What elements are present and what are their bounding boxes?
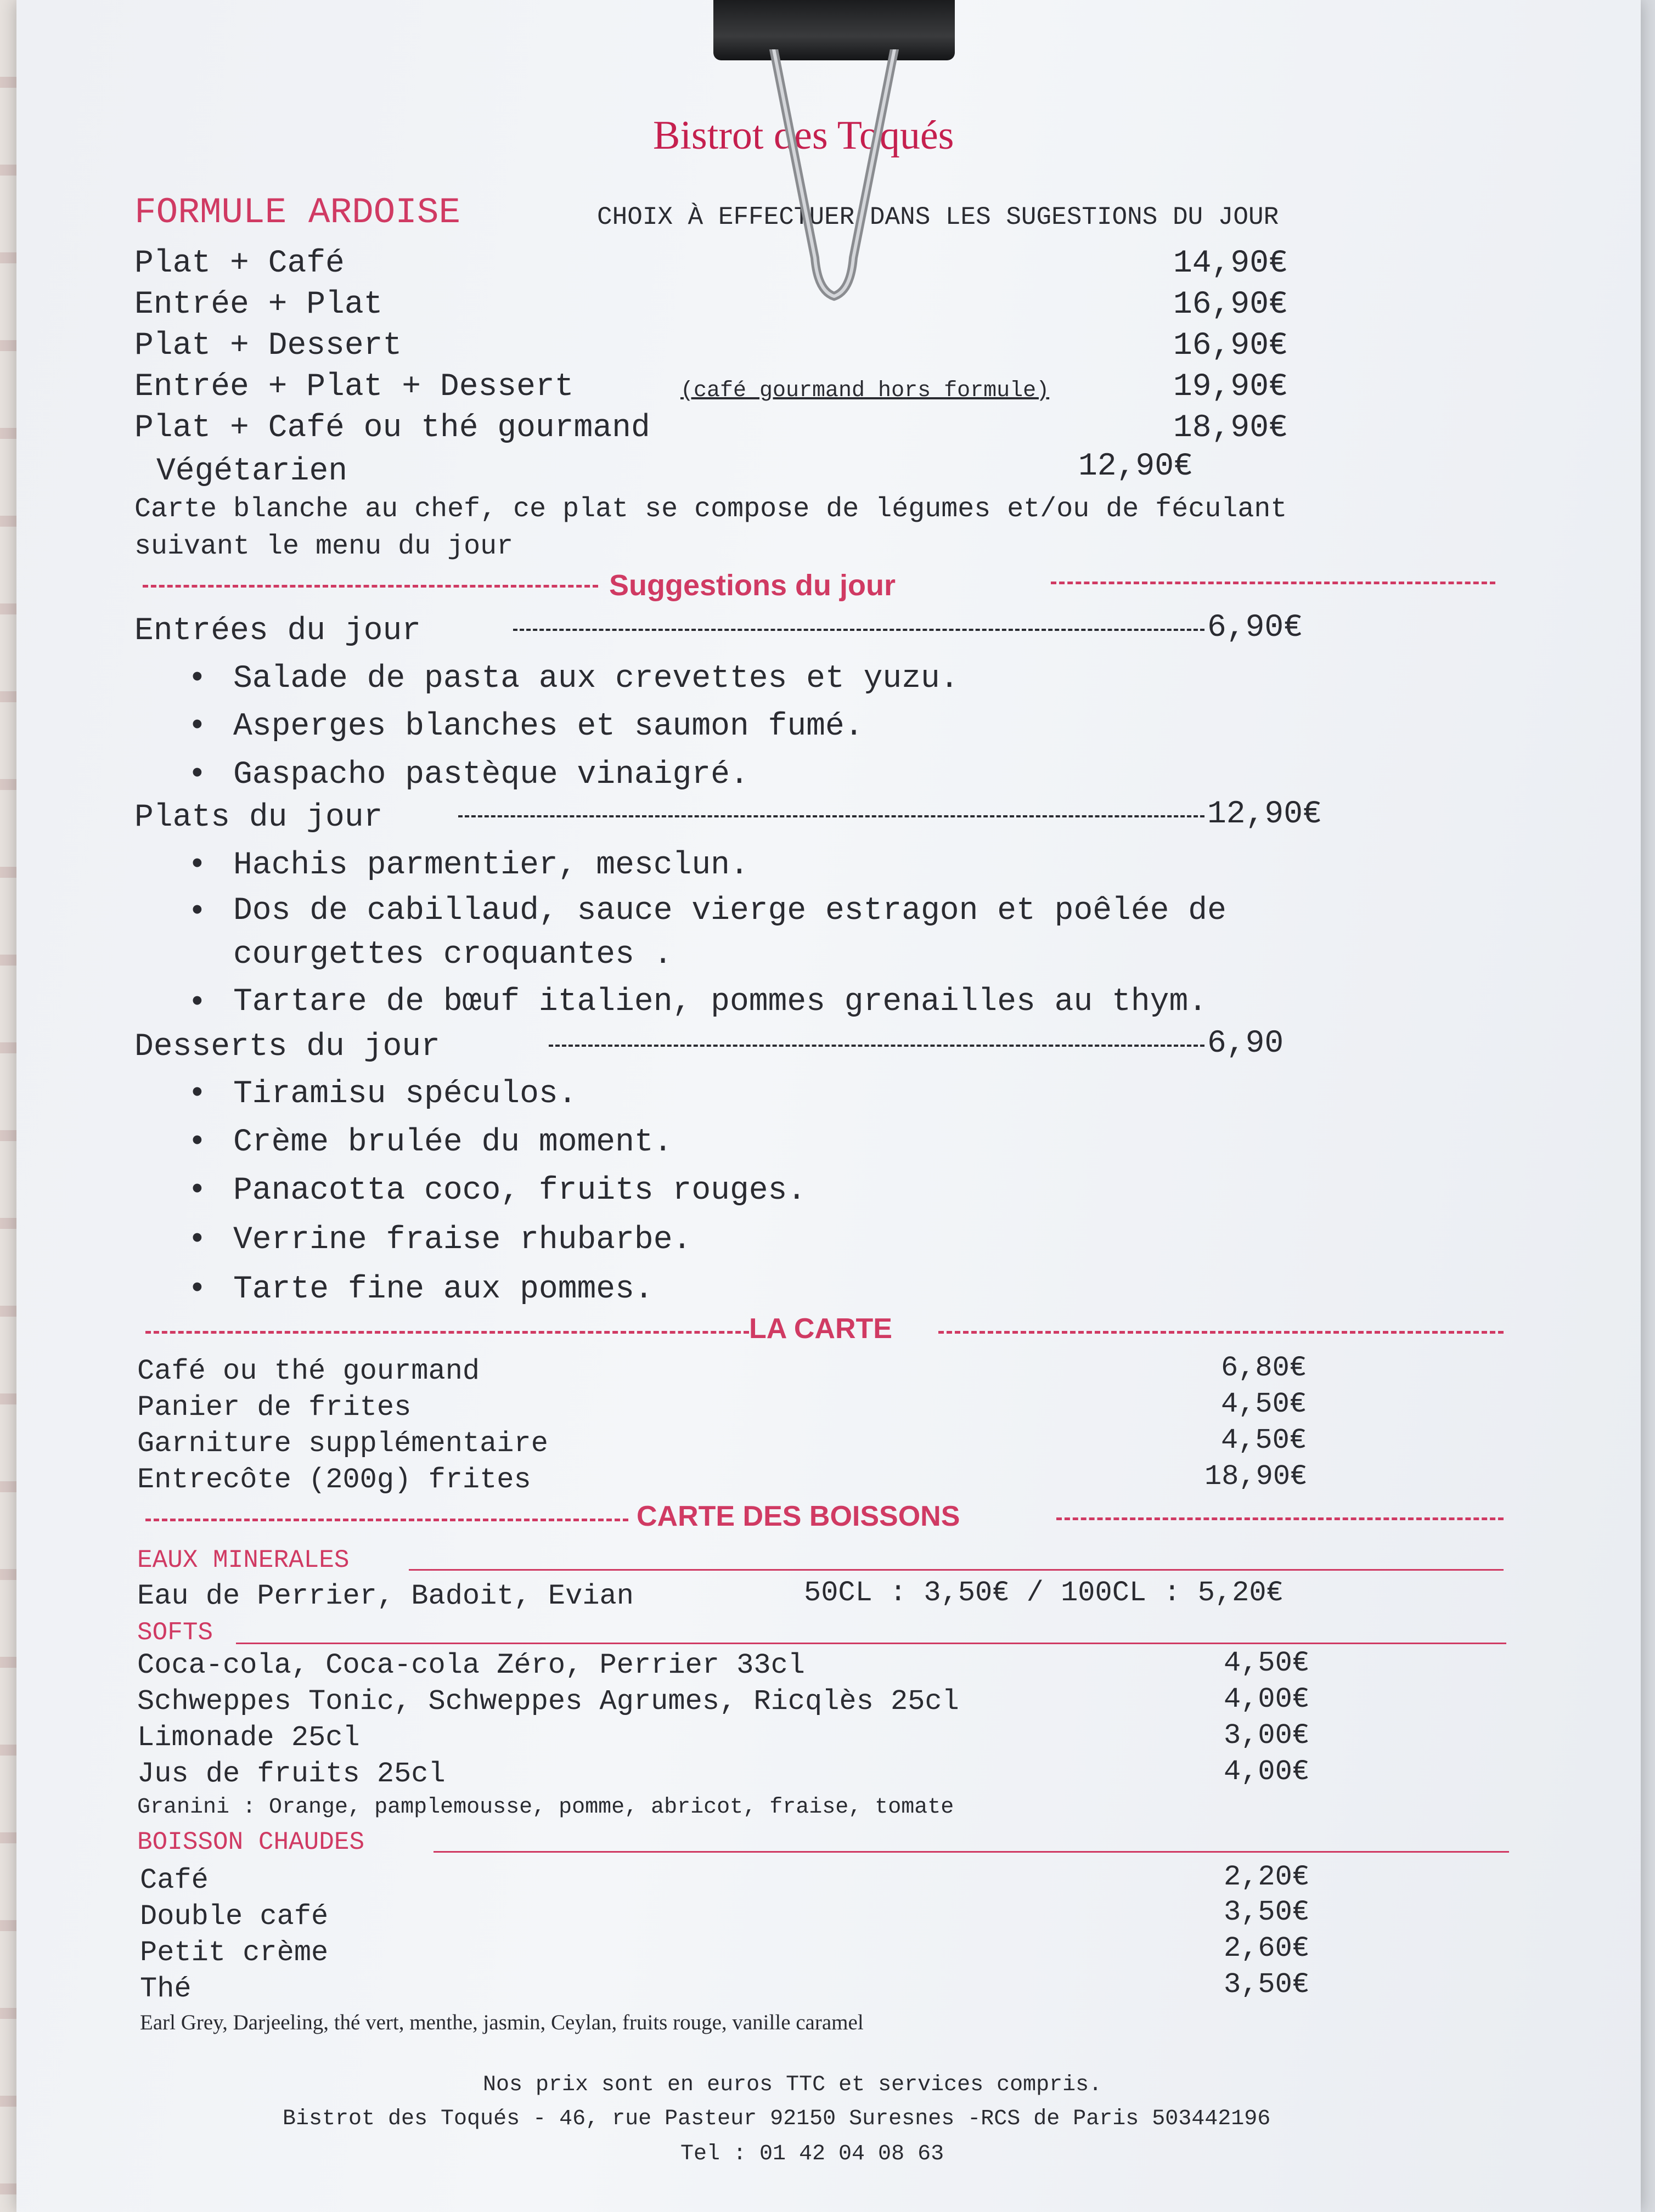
- bullet: •: [188, 1125, 207, 1160]
- footer-phone: Tel : 01 42 04 08 63: [680, 2142, 944, 2166]
- restaurant-title: Bistrot des Toqués: [653, 113, 954, 158]
- desserts-label: Desserts du jour: [134, 1029, 440, 1065]
- dessert-item: Panacotta coco, fruits rouges.: [233, 1173, 807, 1209]
- entree-item: Gaspacho pastèque vinaigré.: [233, 757, 749, 793]
- formule-item-label: Plat + Café ou thé gourmand: [134, 410, 650, 446]
- formule-item-label: Entrée + Plat + Dessert: [134, 369, 574, 405]
- soft-item-price: 4,50€: [1224, 1647, 1310, 1679]
- vegetarien-price: 12,90€: [1078, 449, 1193, 484]
- bullet: •: [188, 894, 207, 930]
- bullet: •: [188, 661, 207, 697]
- chaude-item-price: 2,20€: [1224, 1861, 1310, 1893]
- dessert-item: Tarte fine aux pommes.: [233, 1272, 654, 1307]
- section-divider: [145, 1519, 628, 1521]
- carte-heading: LA CARTE: [749, 1313, 892, 1345]
- plat-item-continued: courgettes croquantes .: [233, 937, 673, 973]
- carte-item-price: 6,80€: [1221, 1352, 1307, 1384]
- formule-item-label: Plat + Dessert: [134, 328, 402, 364]
- soft-item-price: 3,00€: [1224, 1719, 1310, 1752]
- binder-clip-handle: [763, 49, 905, 335]
- section-divider: [145, 1331, 749, 1334]
- footer-prices-note: Nos prix sont en euros TTC et services compris.: [483, 2073, 1102, 2097]
- plat-item: Dos de cabillaud, sauce vierge estragon et poêlée de: [233, 893, 1226, 929]
- bullet: •: [188, 757, 207, 793]
- footer-address: Bistrot des Toqués - 46, rue Pasteur 92150 Suresnes -RCS de Paris 503442196: [283, 2107, 1271, 2131]
- dessert-item: Tiramisu spéculos.: [233, 1076, 577, 1112]
- bullet: •: [188, 1272, 207, 1307]
- leader-dashes: [458, 815, 1204, 817]
- chaude-item-price: 3,50€: [1224, 1896, 1310, 1928]
- soft-item-label: Coca-cola, Coca-cola Zéro, Perrier 33cl: [137, 1649, 805, 1681]
- category-rule: [236, 1643, 1506, 1644]
- chaude-item-label: Double café: [140, 1900, 329, 1933]
- vegetarien-description: suivant le menu du jour: [134, 531, 514, 562]
- chaudes-label: BOISSON CHAUDES: [137, 1828, 365, 1857]
- section-divider: [1051, 582, 1495, 584]
- adjacent-page-edge: [0, 0, 16, 2212]
- leader-dashes: [549, 1045, 1204, 1047]
- bullet: •: [188, 1222, 207, 1258]
- softs-label: SOFTS: [137, 1618, 213, 1647]
- formule-item-note: (café gourmand hors formule): [680, 379, 1050, 403]
- carte-item-price: 18,90€: [1204, 1460, 1308, 1493]
- entrees-label: Entrées du jour: [134, 613, 421, 649]
- soft-item-label: Limonade 25cl: [137, 1722, 360, 1754]
- soft-item-price: 4,00€: [1224, 1683, 1310, 1716]
- vegetarien-label: Végétarien: [156, 454, 348, 489]
- carte-item-price: 4,50€: [1221, 1388, 1307, 1420]
- carte-item-label: Café ou thé gourmand: [137, 1355, 480, 1387]
- entree-item: Salade de pasta aux crevettes et yuzu.: [233, 661, 959, 697]
- chaude-item-label: Café: [140, 1864, 209, 1897]
- carte-item-label: Garniture supplémentaire: [137, 1427, 548, 1460]
- eaux-line: Eau de Perrier, Badoit, Evian: [137, 1580, 634, 1612]
- chaude-item-label: Petit crème: [140, 1937, 329, 1969]
- section-divider: [938, 1331, 1504, 1334]
- bullet: •: [188, 1173, 207, 1209]
- formule-item-label: Plat + Café: [134, 246, 345, 281]
- chaude-item-price: 3,50€: [1224, 1968, 1310, 2001]
- carte-item-price: 4,50€: [1221, 1424, 1307, 1457]
- formule-item-label: Entrée + Plat: [134, 287, 383, 323]
- plat-item: Hachis parmentier, mesclun.: [233, 848, 749, 883]
- leader-dashes: [513, 629, 1204, 631]
- formule-item-price: 18,90€: [1173, 410, 1288, 446]
- formule-item-price: 14,90€: [1173, 246, 1288, 281]
- dessert-item: Crème brulée du moment.: [233, 1125, 673, 1160]
- dessert-item: Verrine fraise rhubarbe.: [233, 1222, 692, 1258]
- plat-item: Tartare de bœuf italien, pommes grenailles au thym.: [233, 984, 1208, 1020]
- formule-item-price: 19,90€: [1173, 369, 1288, 405]
- soft-item-price: 4,00€: [1224, 1756, 1310, 1788]
- bullet: •: [188, 709, 207, 744]
- bullet: •: [188, 985, 207, 1021]
- plats-price: 12,90€: [1207, 797, 1322, 832]
- section-divider: [143, 585, 598, 588]
- formule-item-price: 16,90€: [1173, 328, 1288, 364]
- formule-subtitle: CHOIX À EFFECTUER DANS LES SUGESTIONS DU JOUR: [597, 203, 1279, 232]
- entrees-price: 6,90€: [1207, 610, 1303, 646]
- plats-label: Plats du jour: [134, 800, 383, 836]
- category-rule: [434, 1851, 1509, 1853]
- category-rule: [409, 1569, 1504, 1571]
- boissons-heading: CARTE DES BOISSONS: [637, 1500, 960, 1532]
- bullet: •: [188, 1076, 207, 1112]
- carte-item-label: Entrecôte (200g) frites: [137, 1464, 531, 1496]
- carte-item-label: Panier de frites: [137, 1391, 412, 1424]
- softs-note: Granini : Orange, pamplemousse, pomme, abricot, fraise, tomate: [137, 1795, 954, 1820]
- soft-item-label: Jus de fruits 25cl: [137, 1758, 446, 1790]
- eaux-label: EAUX MINERALES: [137, 1546, 350, 1575]
- eaux-price: 50CL : 3,50€ / 100CL : 5,20€: [804, 1577, 1284, 1609]
- formule-title: FORMULE ARDOISE: [134, 192, 461, 233]
- entree-item: Asperges blanches et saumon fumé.: [233, 709, 864, 744]
- chaude-item-price: 2,60€: [1224, 1932, 1310, 1965]
- section-divider: [1056, 1517, 1504, 1520]
- vegetarien-description: Carte blanche au chef, ce plat se compose de légumes et/ou de féculant: [134, 494, 1287, 525]
- bullet: •: [188, 848, 207, 883]
- chaudes-note: Earl Grey, Darjeeling, thé vert, menthe, jasmin, Ceylan, fruits rouge, vanille caramel: [140, 2011, 864, 2034]
- suggestions-heading: Suggestions du jour: [609, 569, 896, 602]
- desserts-price: 6,90: [1207, 1026, 1284, 1062]
- formule-item-price: 16,90€: [1173, 287, 1288, 323]
- soft-item-label: Schweppes Tonic, Schweppes Agrumes, Ricqlès 25cl: [137, 1685, 959, 1718]
- chaude-item-label: Thé: [140, 1973, 192, 2005]
